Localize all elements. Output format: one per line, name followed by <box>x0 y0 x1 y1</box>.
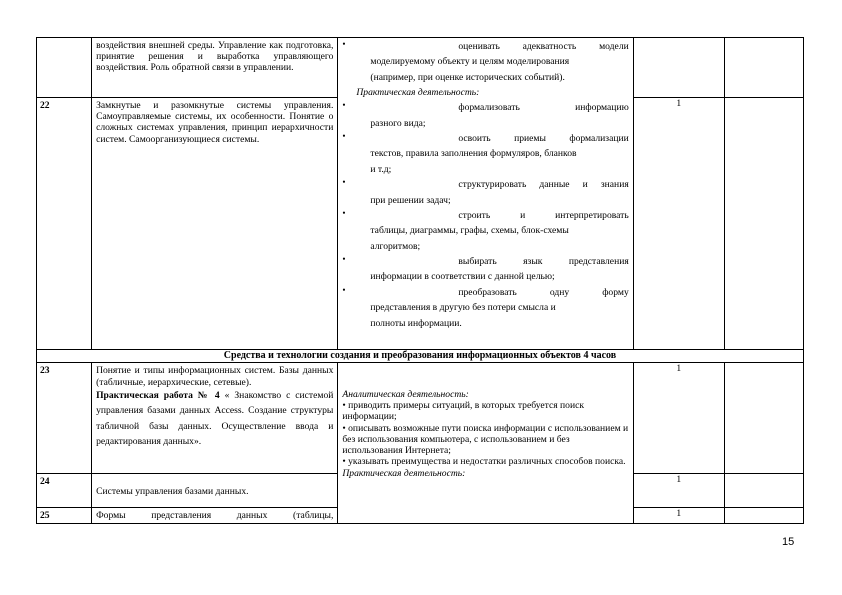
bullet-icon: • <box>342 100 346 111</box>
practical-work-text: « Знакомство с системой управления базами данных Access. Создание структуры табличной базы данных. Осуществление ввода и редактирования данных». <box>96 390 334 447</box>
topic-text: Системы управления базами данных. <box>96 486 249 497</box>
section-row <box>37 350 804 363</box>
topic-cell <box>92 508 338 524</box>
date-cell <box>724 38 803 98</box>
list-item: • описывать возможные пути поиска информации с использованием и без использования компьютера, с использованием и без использования Интернета; <box>342 422 629 457</box>
bullet-text: преобразовать одну форму <box>458 286 629 298</box>
list-item <box>342 39 628 85</box>
list-item <box>342 177 628 208</box>
bullet-text: текстов, правила заполнения формуляров, бланков <box>370 148 577 160</box>
bullet-text: структурировать данные и знания <box>458 179 629 191</box>
practical-heading: Практическая деятельность: <box>342 468 466 480</box>
bullet-icon: • <box>342 207 346 218</box>
bullet-icon: • <box>342 39 346 49</box>
bullet-text: полноты информации. <box>370 317 462 329</box>
list-item: • указывать преимущества и недостатки различных способов поиска. <box>342 456 626 468</box>
practical-work-title: Практическая работа № 4 <box>96 390 220 401</box>
section-title: Средства и технологии создания и преобразования информационных объектов 4 часов <box>37 350 804 363</box>
bullet-text: освоить приемы формализации <box>458 132 629 144</box>
date-cell <box>724 508 803 524</box>
list-item <box>342 131 628 177</box>
bullet-text: строить и интерпретировать <box>458 209 629 221</box>
bullet-text: при решении задач; <box>370 194 451 206</box>
bullet-text: представления в другую без потери смысла и <box>370 302 556 314</box>
bullet-text: алгоритмов; <box>370 240 421 252</box>
practical-heading: Практическая деятельность: <box>356 87 480 99</box>
hours-value: 1 <box>633 508 724 524</box>
hours-value: 1 <box>633 98 724 350</box>
date-cell <box>724 98 803 350</box>
bullet-text: таблицы, диаграммы, графы, схемы, блок-схемы <box>370 225 569 237</box>
topic-text: Формы представления данных (таблицы, <box>96 510 334 521</box>
curriculum-table <box>36 37 804 524</box>
bullet-text: формализовать информацию <box>458 102 629 114</box>
bullet-icon: • <box>342 254 346 265</box>
bullet-icon: • <box>342 284 346 295</box>
topic-cell <box>92 38 338 98</box>
lesson-number: 23 <box>37 363 92 474</box>
bullet-text: моделируемому объекту и целям моделирования <box>370 56 570 68</box>
date-cell <box>724 474 803 508</box>
list-item <box>342 100 628 131</box>
analytic-heading: Аналитическая деятельность: <box>342 389 469 400</box>
bullet-text: информации в соответствии с данной целью; <box>370 271 555 283</box>
practical-work <box>96 388 333 449</box>
topic-text: Понятие и типы информационных систем. Базы данных (табличные, иерархические, сетевые). <box>96 365 334 388</box>
bullet-icon: • <box>342 177 346 188</box>
bullet-text: и т.д; <box>370 163 392 175</box>
lesson-number: 22 <box>37 98 92 350</box>
bullet-text: разного вида; <box>370 117 426 129</box>
date-cell <box>724 363 803 474</box>
topic-cell <box>92 98 338 350</box>
hours-value: 1 <box>633 363 724 474</box>
topic-text: воздействия внешней среды. Управление как подготовка, принятие решения и выработка управляющего воздействия. Роль обратной связи в управлении. <box>96 40 334 74</box>
topic-cell <box>92 363 338 474</box>
topic-text: Замкнутые и разомкнутые системы управления. Самоуправляемые системы, их особенности. Понятие о сложных системах управления, принцип иерархичности систем. Самоорганизующиеся системы. <box>96 100 334 145</box>
hours-cell <box>633 38 724 98</box>
list-item <box>342 254 628 285</box>
lesson-number: 25 <box>37 508 92 524</box>
lesson-number: 24 <box>37 474 92 508</box>
page-number: 15 <box>782 536 795 548</box>
list-item <box>342 285 628 331</box>
table-row <box>37 363 804 474</box>
list-item <box>342 208 628 254</box>
topic-cell <box>92 474 338 508</box>
lesson-number-cell <box>37 38 92 98</box>
bullet-text: оценивать адекватность модели <box>458 41 629 52</box>
hours-value: 1 <box>633 474 724 508</box>
bullet-text: (например, при оценке исторических событий). <box>370 71 565 83</box>
activity-cell <box>338 38 633 350</box>
bullet-text: выбирать язык представления <box>458 256 629 268</box>
analytic-cell <box>338 363 633 524</box>
bullet-icon: • <box>342 130 346 141</box>
list-item: • приводить примеры ситуаций, в которых требуется поиск информации; <box>342 400 585 423</box>
table-row <box>37 38 804 98</box>
